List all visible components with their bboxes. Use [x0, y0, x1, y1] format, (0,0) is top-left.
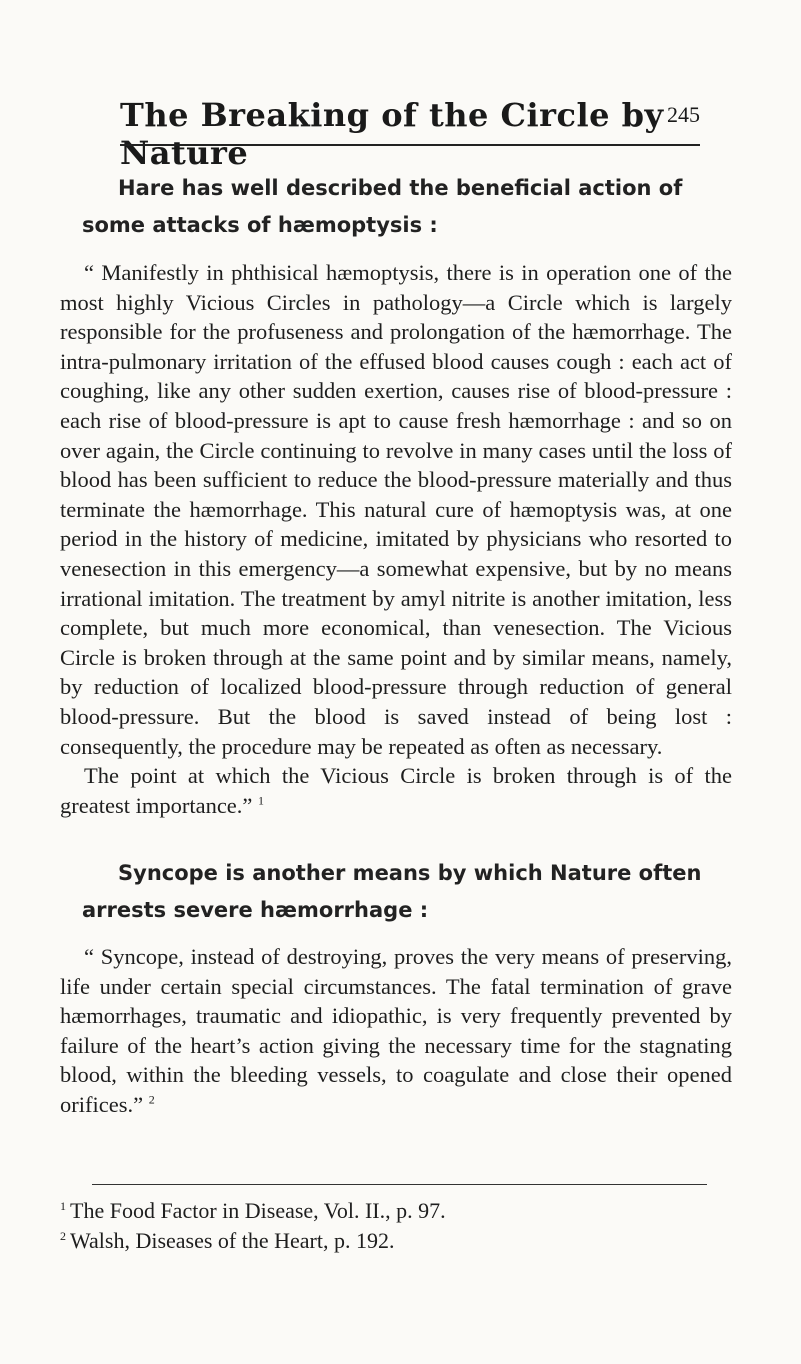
- footnote-2: [60, 1226, 732, 1256]
- running-head: [120, 96, 700, 172]
- header-rule: [120, 144, 700, 146]
- section-2-intro: [82, 855, 732, 929]
- footnote-ref-1[interactable]: 1: [258, 793, 265, 808]
- section-2-intro-line-1: Syncope is another means by which Nature often: [118, 861, 702, 885]
- quote-1-paragraph-2-text: The point at which the Vicious Circle is broken through is of the greatest importance.”: [60, 763, 732, 818]
- footnotes: [60, 1196, 732, 1256]
- footnote-ref-2[interactable]: 2: [148, 1092, 155, 1107]
- section-2-intro-line-2: arrests severe hæmorrhage :: [82, 898, 429, 922]
- footnote-2-text: Walsh, Diseases of the Heart, p. 192.: [70, 1228, 395, 1253]
- section-1-quote: [60, 258, 732, 820]
- footnote-1: [60, 1196, 732, 1226]
- footnote-rule: [92, 1184, 707, 1185]
- footnote-1-text: The Food Factor in Disease, Vol. II., p. 97.: [70, 1198, 446, 1223]
- quote-2-text: “ Syncope, instead of destroying, proves the very means of preserving, life under certain special circumstances. The fatal termination of grave hæmorrhages, traumatic and idiopathic, is very frequently prevented by failure of the heart’s action giving the necessary time for the stagnating blood, within the bleeding vessels, to coagulate and close their opened orifices.”: [60, 944, 732, 1117]
- section-1-intro-line-2: some attacks of hæmoptysis :: [82, 213, 438, 237]
- section-1-intro-line-1: Hare has well described the beneficial action of: [118, 176, 683, 200]
- footnote-2-mark: 2: [60, 1228, 66, 1243]
- running-title: The Breaking of the Circle by Nature: [120, 96, 664, 172]
- footnote-1-mark: 1: [60, 1198, 66, 1213]
- quote-1-paragraph-2: [60, 761, 732, 820]
- section-2-quote: [60, 942, 732, 1120]
- section-1-intro: [82, 170, 732, 244]
- page-number: 245: [667, 102, 700, 127]
- quote-1-paragraph-1: “ Manifestly in phthisical hæmoptysis, there is in operation one of the most highly Vicious Circles in pathology—a Circle which is largely responsible for the profuseness and prolongation of the hæmorrhage. The intra-pulmonary irritation of the effused blood causes cough : each act of coughing, like any other sudden exertion, causes rise of blood-pressure : each rise of blood-pressure is apt to cause fresh hæmorrhage : and so on over again, the Circle continuing to revolve in many cases until the loss of blood has been sufficient to reduce the blood-pressure materially and thus terminate the hæmorrhage. This natural cure of hæmoptysis was, at one period in the history of medicine, imitated by physicians who resorted to venesection in this emergency—a somewhat expensive, but by no means irrational imitation. The treatment by amyl nitrite is another imitation, less complete, but much more economical, than venesection. The Vicious Circle is broken through at the same point and by similar means, namely, by reduction of localized blood-pressure through reduction of general blood-pressure. But the blood is saved instead of being lost : consequently, the procedure may be repeated as often as necessary.: [60, 260, 732, 759]
- quote-2-paragraph: [60, 942, 732, 1120]
